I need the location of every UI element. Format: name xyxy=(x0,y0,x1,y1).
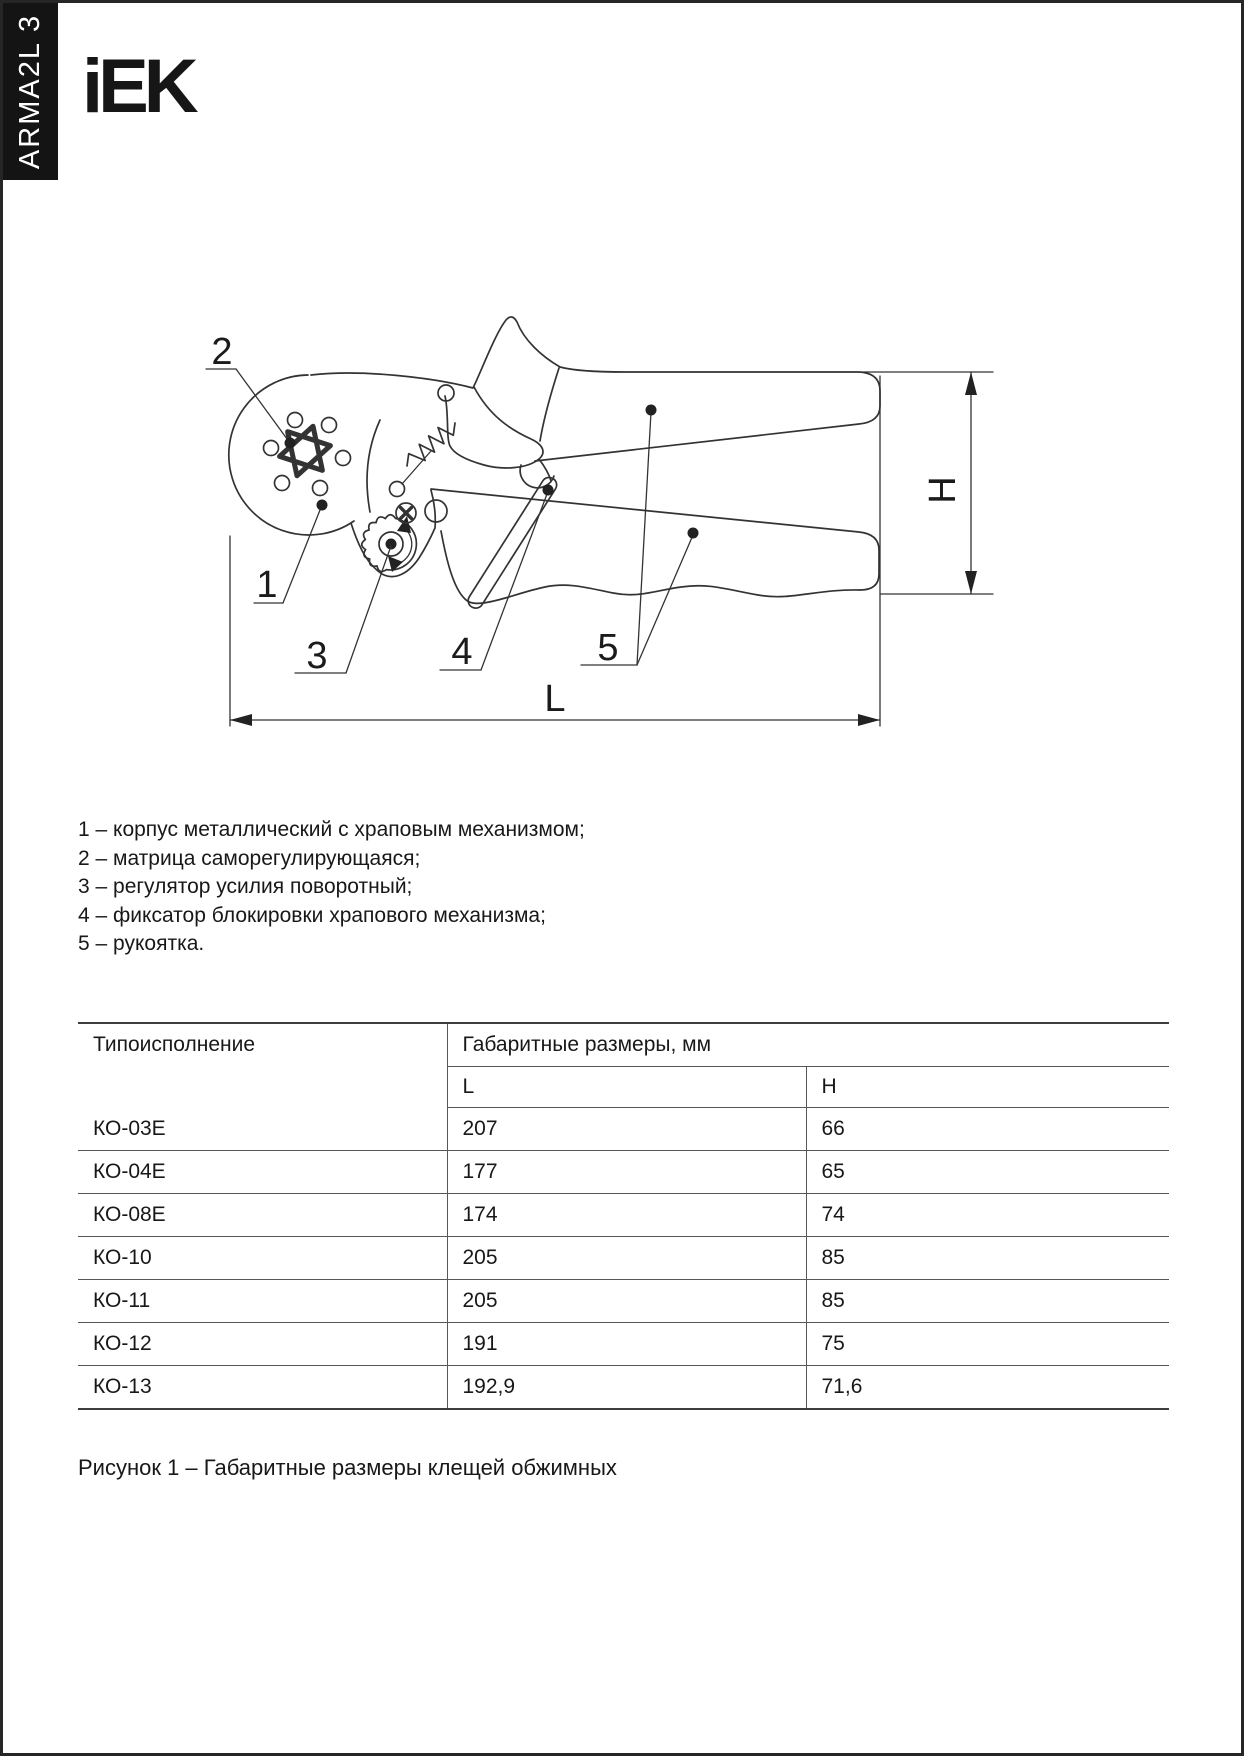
figure-caption: Рисунок 1 – Габаритные размеры клещей обжимных xyxy=(78,1455,617,1480)
callout-1 xyxy=(254,500,328,607)
figure-drawing xyxy=(63,258,1063,758)
svg-text:2: 2 xyxy=(211,331,233,373)
col-header-type: Типоисполнение xyxy=(93,1033,256,1056)
cell-h: 74 xyxy=(806,1194,1169,1237)
cell-l: 191 xyxy=(447,1323,806,1366)
cell-l: 205 xyxy=(447,1237,806,1280)
cell-type: КО-04Е xyxy=(78,1151,447,1194)
cell-l: 174 xyxy=(447,1194,806,1237)
table-row xyxy=(78,1237,1169,1280)
cell-type: КО-11 xyxy=(78,1280,447,1323)
svg-text:H: H xyxy=(922,476,964,504)
callout-2 xyxy=(206,331,296,449)
table-row xyxy=(78,1151,1169,1194)
cell-type: КО-12 xyxy=(78,1323,447,1366)
side-banner xyxy=(3,3,58,180)
dimensions-table xyxy=(78,1022,1169,1410)
ratchet-lock xyxy=(465,475,559,611)
cell-type: КО-08Е xyxy=(78,1194,447,1237)
cell-h: 85 xyxy=(806,1280,1169,1323)
table-row xyxy=(78,1194,1169,1237)
cell-h: 85 xyxy=(806,1237,1169,1280)
table-row xyxy=(78,1323,1169,1366)
legend-item: 4 – фиксатор блокировки храпового механизма; xyxy=(78,903,546,927)
figure-legend xyxy=(78,816,718,959)
cell-l: 192,9 xyxy=(447,1366,806,1409)
legend-item: 5 – рукоятка. xyxy=(78,932,205,955)
cell-type: КО-13 xyxy=(93,1375,152,1398)
cell-l: 207 xyxy=(447,1108,806,1151)
die-star xyxy=(276,419,335,482)
cell-h: 71,6 xyxy=(806,1366,1169,1409)
cell-type: КО-03Е xyxy=(78,1108,447,1151)
col-header-l: L xyxy=(447,1067,806,1108)
jaw-plates xyxy=(367,368,559,512)
svg-text:3: 3 xyxy=(306,635,328,677)
cell-l: 205 xyxy=(447,1280,806,1323)
table-row xyxy=(78,1366,1169,1409)
lower-handle xyxy=(431,489,879,603)
table-row xyxy=(78,1280,1169,1323)
side-banner-label: ARMA2L 3 xyxy=(14,13,46,170)
table-header-row xyxy=(78,1024,1169,1067)
legend-item: 3 – регулятор усилия поворотный; xyxy=(78,875,413,898)
iek-logo: iEK xyxy=(82,44,194,129)
svg-text:5: 5 xyxy=(597,627,619,669)
spring xyxy=(390,423,456,497)
callout-4 xyxy=(440,485,554,674)
cell-type: КО-10 xyxy=(78,1237,447,1280)
cell-l: 177 xyxy=(447,1151,806,1194)
legend-item: 1 – корпус металлический с храповым механизмом; xyxy=(78,818,585,841)
col-header-h: H xyxy=(806,1067,1169,1108)
svg-text:1: 1 xyxy=(256,564,278,606)
table-row xyxy=(78,1108,1169,1151)
cell-h: 75 xyxy=(806,1323,1169,1366)
svg-text:L: L xyxy=(544,678,566,720)
cell-h: 65 xyxy=(806,1151,1169,1194)
col-header-group: Габаритные размеры, мм xyxy=(447,1024,1169,1067)
upper-body-outline xyxy=(311,317,880,461)
svg-text:4: 4 xyxy=(451,631,473,673)
cell-h: 66 xyxy=(806,1108,1169,1151)
legend-item: 2 – матрица саморегулирующаяся; xyxy=(78,846,421,870)
